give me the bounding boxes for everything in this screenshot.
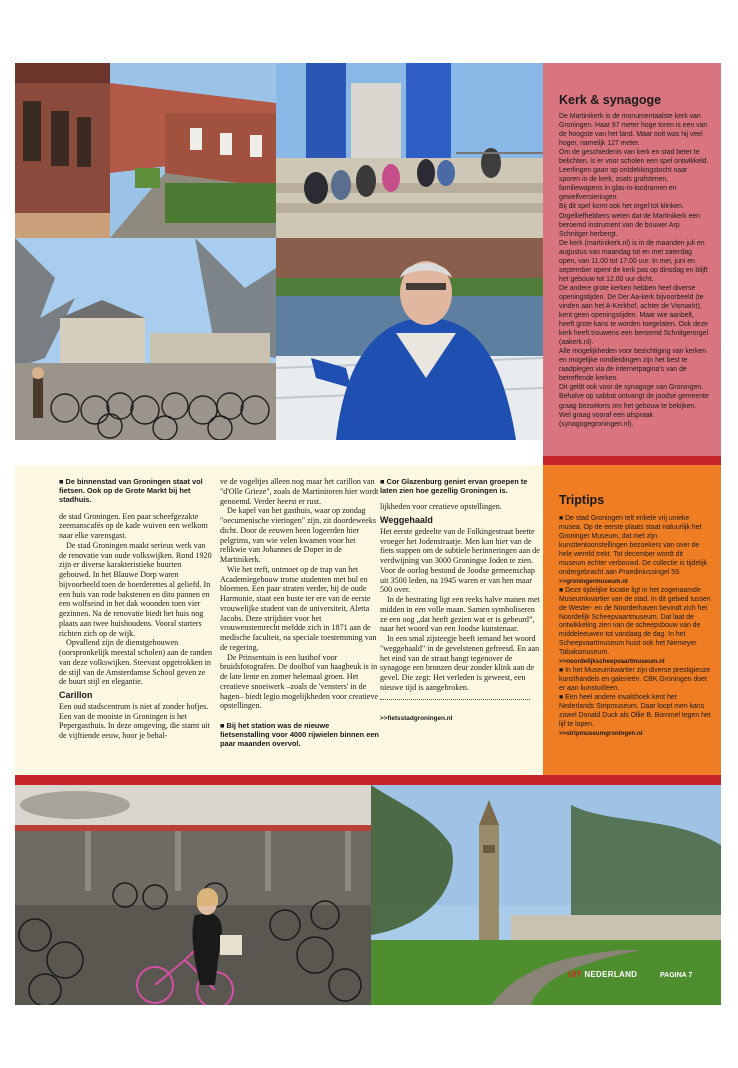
body-paragraph: ve de vogeltjes alleen nog maar het carillon van "d'Olle Grieze", zoals de Martinitoren hier wordt genoemd. Verder heerst er rust. [220, 477, 379, 506]
body-paragraph: de stad Groningen. Een paar scheefgezakte zeemanscafés op de kade wuiven een welkom naar elke varensgast. [59, 511, 208, 541]
article-column-2 [220, 477, 380, 756]
photo-caption: ■ Cor Glazenburg geniet ervan groepen te laten zien hoe gezellig Groningen is. [380, 477, 528, 496]
kerk-paragraph: Bij dit spel komt ook het orgel tot klinken. Orgelliefhebbers weten dat de Martinikerk een beroemd instrument van de bouwer Arp Schnitger herbergt. [559, 203, 700, 238]
photo-gasthuis-courtyard [15, 63, 276, 238]
logo-suffix: NEDERLAND [584, 970, 638, 979]
body-paragraph: lijkheden voor creatieve opstellingen. [380, 502, 502, 512]
divider-band [15, 775, 721, 785]
tip-link[interactable]: >>noordelijkscheepvaartmuseum.nl [559, 658, 665, 666]
kerk-synagoge-panel [543, 63, 721, 456]
tip-item: ■ Een heel andere invalshoek kent het Nederlands Stripmuseum. Daar loopt men kans zowel Donald Duck als Ollie B. Bommel tegen het lijf te lopen. [559, 694, 711, 729]
photo-bicycle-parking-station [15, 785, 371, 1005]
tip-item: ■ De stad Groningen telt enkele vrij unieke musea. Op de eerste plaats staat natuurlijk het Groninger Museum, dat met zijn kunsttentoonstellingen bezoekers van over de hele wereld trekt. Tot december wordt dit museum echter verbouwd. De collectie is tijdelijk ondergebracht aan Praediniussingel 59. [559, 515, 708, 576]
body-paragraph: De kapel van het gasthuis, waar op zondag "oecumenische vieringen" zijn, zit doordeweeks dicht. Door de eeuwen heen logeerden hier pelgrims, van wie velen kwamen voor het relikwie van Johannes de Doper in de Martinikerk. [220, 506, 377, 564]
tip-item: ■ Deze tijdelijke locatie ligt in het zogenaamde Museumkwartier van de stad. In dit gebied tussen de Wester- en de Noorderhaven bevindt zich het Noordelijk Scheepvaartmuseum. Dat laat de ontwikkeling zien van de scheepsbouw van de middeleeuwen tot vandaag de dag. In het Scheepvaartmuseum huist ook het Niemeyer Tabaksmuseum. [559, 586, 711, 657]
photo-grote-markt-bikes [15, 238, 276, 440]
body-paragraph: In de bestrating ligt een reeks halve manen met midden in een volle maan. Samen symboliseren ze een oog „dat heeft gezien wat er is gebeurd”, naar het woord van een Joodse kunstenaar. [380, 595, 540, 634]
article-column-1 [59, 477, 214, 741]
body-paragraph: De stad Groningen maakt serieus werk van de renovatie van oude volkswijken. Rond 1920 zijn er diverse karakteristieke buurten gebouwd. In het Blauwe Dorp waren bijvoorbeeld toen de boerderettes al geliefd. In een huis van rode bakstenen en dito pannen en een wolfseind in het dak woonden toen vier gezinnen. Na de renovatie biedt het huis nog plaats aan twee huishoudens. Vooral starters richten zich op de wijk. [59, 540, 212, 638]
tip-link[interactable]: >>stripmuseumgroningen.nl [559, 729, 643, 737]
article-body [15, 465, 543, 775]
photo-caption: ■ De binnenstad van Groningen staat vol fietsen. Ook op de Grote Markt bij het stadhuis. [59, 477, 203, 505]
body-paragraph: Wie het treft, ontmoet op de trap van het Academiegebouw trotse studenten met bul en bloemen. Een paar straten verder, bij de oude Harmonie, staat een buste ter ere van de eerste vrouwelijke student van de universiteit, Aletta Jacobs. Deze strijdster voor het vrouwenstemrecht meldde zich in 1871 aan de medische faculteit, na speciale toestemming van de regering. [220, 564, 377, 652]
divider-band [543, 456, 721, 465]
kerk-paragraph: Alle mogelijkheden voor bezichtiging van kerken en mogelijke rondleidingen zijn het best te raadplegen via de internetpagina's van de betreffende kerken. [559, 348, 707, 383]
tip-item: ■ In het Museumkwartier zijn diverse prestigieuze kunsthandels en galerieën. CBK Groningen doet er aan kunstuitleen. [559, 667, 711, 693]
body-paragraph: Het eerste gedeelte van de Folkingestraat heette vroeger het Jodenstraatje. Men kan hier van de fiets stappen om de subtiele herinneringen aan de verdwijning van 3000 Groningse Joden te zien. Voor de oorlog bestond de Joodse gemeenschap uit 3500 leden, na 1945 waren er van hen maar 500 over. [380, 526, 540, 595]
magazine-logo [568, 970, 637, 979]
page-number: PAGINA 7 [660, 972, 693, 979]
body-paragraph: Opvallend zijn de dienstgebouwen (oorspronkelijk meestal scholen) aan de randen van deze volkswijken. Steevast opgetrokken in de stijl van de Amsterdamse School geven ze de buurt stijl en elegantie. [59, 638, 213, 687]
kerk-paragraph: Dit geldt ook voor de synagoge van Groningen. Behalve op sabbat ontvangt de joodse gemeente graag bezoekers om het gebouw te bekijken. Wel graag vooraf een afspraak (synagogegroningen.nl). [559, 384, 709, 428]
kerk-paragraph: De andere grote kerken hebben heel diverse openingstijden. De Der Aa-kerk bijvoorbeeld (te vinden aan het A-Kerkhof, achter de Vismarkt), kent geen openingstijden. Maar wie aanbelt, heeft grote kans te worden toegelaten. Ook deze kerk heeft trouwens een beroemd Schnitgerorgel (aakerk.nl). [559, 284, 709, 347]
photo-blue-columns-stairs [276, 63, 543, 238]
tip-link[interactable]: >>groningermuseum.nl [559, 577, 628, 585]
kerk-paragraph: De kerk (martinikerk.nl) is in de maanden juli en augustus van maandag tot en met zaterdag open, van 11.00 tot 17.00 uur. In mei, juni en september opent de kerk pas op dinsdag en blijft het gebouw tot 12.00 uur dicht. [559, 239, 708, 283]
logo-prefix: UIT [568, 970, 582, 979]
web-link[interactable]: >>fietsstadgroningen.nl [380, 714, 453, 722]
kerk-synagoge-title: Kerk & synagoge [559, 93, 662, 107]
subheading: Weggehaald [380, 515, 433, 526]
triptips-title: Triptips [559, 493, 605, 507]
kerk-paragraph: Om de geschiedenis van kerk en stad beter te belichten, is er voor scholen een spel ontwikkeld. Leerlingen gaan op ontdekkingstocht naar sporen in de kerk, zoals grafstenen, familiewapens in glas-in-loodramen en gewelfversieringen. [559, 149, 709, 202]
dotted-divider [380, 699, 530, 700]
photo-caption: ■ Bij het station was de nieuwe fietsenstalling voor 4000 rijwielen binnen een paar maanden overvol. [220, 721, 379, 749]
kerk-paragraph: De Martinikerk is de monumentaalste kerk van Groningen. Haar 97 meter hoge toren is een van de hoogste van het land. Maar ooit was hij veel hoger, namelijk 127 meter. [559, 113, 708, 148]
article-column-3 [380, 477, 540, 723]
body-paragraph: In een smal zijsteegje heeft iemand het woord "weggehaald" in de gevelstenen gefreesd. En aan het eind van de straat hangt tegenover de synagoge een bronzen deur zonder klink aan de gevel. Die zegt: Het verleden is geweest, een nieuwe tijd is aangebroken. [380, 634, 540, 692]
triptips-panel [543, 465, 721, 780]
subheading: Carillon [59, 690, 93, 701]
photo-cor-glazenburg [276, 238, 543, 440]
body-paragraph: De Prinsentuin is een lusthof voor bruidsfotografen. De doolhof van haagbeuk is in de late lente en zomer helemaal groen. Het creatieve snoeiwerk –zoals de 'vensters' in de hagen– biedt legio mogelijkheden voor creatieve opstellingen. [220, 652, 378, 711]
body-paragraph: Een oud stadscentrum is niet af zonder hofjes. Een van de mooiste in Groningen is het Pepergasthuis. In deze omgeving, die stamt uit de vijftiende eeuw, hoor je behal- [59, 701, 210, 741]
